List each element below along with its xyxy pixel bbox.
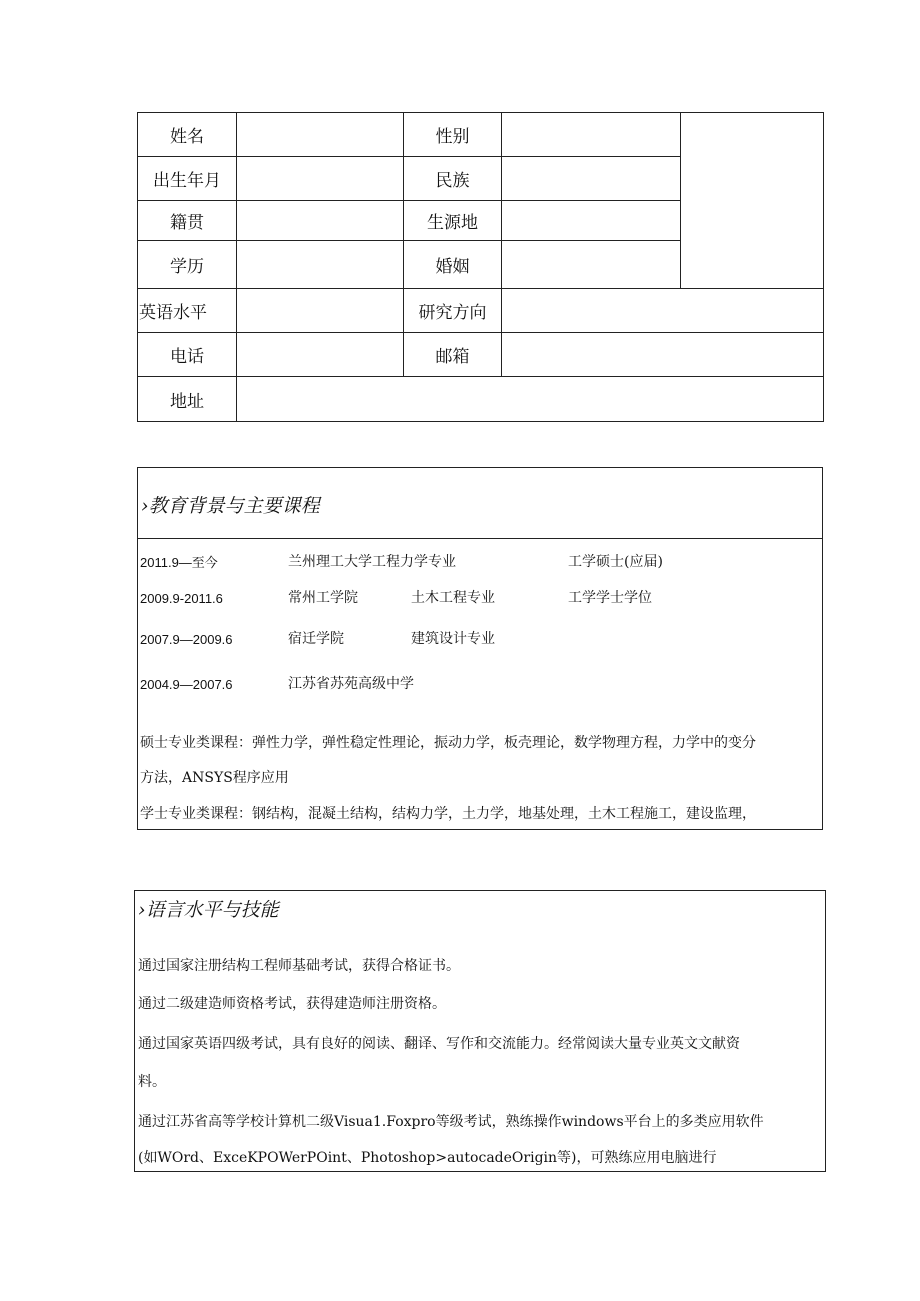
birth-value (237, 157, 404, 201)
education-section (137, 467, 823, 830)
research-label: 研究方向 (404, 289, 502, 333)
personal-info-table (137, 112, 824, 422)
gender-label: 性别 (404, 113, 502, 157)
edu-degree: 工学硕士(应届) (568, 554, 663, 570)
ethnicity-value (502, 157, 681, 201)
skills-title: ›语言水平与技能 (138, 899, 279, 921)
skills-section (134, 890, 826, 1172)
edu-period: 2009.9-2011.6 (140, 591, 223, 606)
phone-label: 电话 (138, 333, 237, 377)
marital-value (502, 241, 681, 289)
education-label: 学历 (138, 241, 237, 289)
english-value (237, 289, 404, 333)
skill-item: 料。 (138, 1074, 166, 1090)
research-value (502, 289, 824, 333)
edu-school: 江苏省苏苑高级中学 (288, 676, 414, 692)
ethnicity-label: 民族 (404, 157, 502, 201)
email-value (502, 333, 824, 377)
marital-label: 婚姻 (404, 241, 502, 289)
bachelor-courses: 学士专业类课程：钢结构，混凝土结构，结构力学，土力学，地基处理，土木工程施工，建设监理， (140, 806, 756, 822)
origin-value (502, 201, 681, 241)
edu-school: 兰州理工大学工程力学专业 (288, 554, 456, 570)
english-label: 英语水平 (138, 289, 237, 333)
edu-period: 2011.9—至今 (140, 555, 218, 570)
edu-school: 常州工学院 (288, 590, 358, 606)
education-value (237, 241, 404, 289)
edu-degree: 工学学士学位 (568, 590, 652, 606)
skill-item: (如WOrd、ExceKPOWerPOint、Photoshop>autocadeOrigin等)，可熟练应用电脑进行 (138, 1150, 717, 1166)
edu-period: 2007.9—2009.6 (140, 632, 233, 647)
education-title: ›教育背景与主要课程 (141, 495, 320, 517)
master-courses-line2: 方法，ANSYS程序应用 (140, 770, 289, 786)
education-header (138, 468, 822, 539)
email-label: 邮箱 (404, 333, 502, 377)
hometown-label: 籍贯 (138, 201, 237, 241)
hometown-value (237, 201, 404, 241)
address-value (237, 377, 824, 422)
birth-label: 出生年月 (138, 157, 237, 201)
edu-period: 2004.9—2007.6 (140, 677, 233, 692)
address-label: 地址 (138, 377, 237, 422)
skill-item: 通过国家英语四级考试，具有良好的阅读、翻译、写作和交流能力。经常阅读大量专业英文文献资 (138, 1036, 740, 1052)
gender-value (502, 113, 681, 157)
name-label: 姓名 (138, 113, 237, 157)
phone-value (237, 333, 404, 377)
origin-label: 生源地 (404, 201, 502, 241)
edu-major: 土木工程专业 (411, 590, 495, 606)
edu-major: 建筑设计专业 (411, 631, 495, 647)
photo-cell (681, 113, 824, 289)
skill-item: 通过江苏省高等学校计算机二级Visua1.Foxpro等级考试，熟练操作windows平台上的多类应用软件 (138, 1114, 764, 1130)
skill-item: 通过国家注册结构工程师基础考试，获得合格证书。 (138, 958, 460, 974)
edu-school: 宿迁学院 (288, 631, 344, 647)
name-value (237, 113, 404, 157)
skill-item: 通过二级建造师资格考试，获得建造师注册资格。 (138, 996, 446, 1012)
master-courses-line1: 硕士专业类课程：弹性力学，弹性稳定性理论，振动力学，板壳理论，数学物理方程，力学中的变分 (140, 735, 756, 751)
